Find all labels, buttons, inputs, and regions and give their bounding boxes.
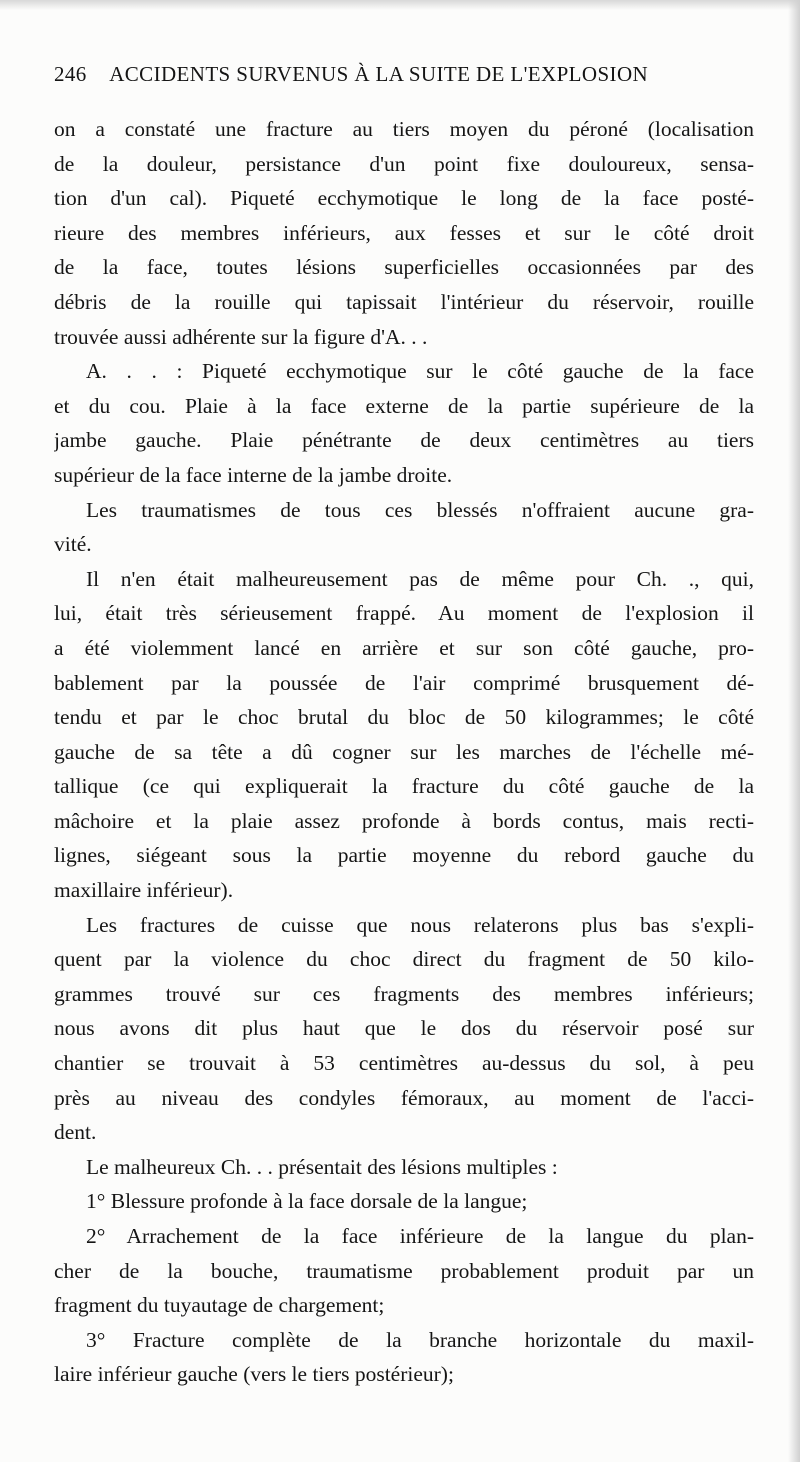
- text-line: Les traumatismes de tous ces blessés n'offraient aucune gra-: [86, 497, 754, 522]
- text-line: trouvée aussi adhérente sur la figure d'A. . .: [54, 324, 428, 349]
- text-line: lui, était très sérieusement frappé. Au moment de l'explosion il: [54, 601, 754, 626]
- text-line: grammes trouvé sur ces fragments des membres inférieurs;: [54, 981, 754, 1006]
- text-line: A. . . : Piqueté ecchymotique sur le côté gauche de la face: [86, 359, 754, 384]
- text-line: tion d'un cal). Piqueté ecchymotique le long de la face posté-: [54, 186, 754, 211]
- text-line: de la douleur, persistance d'un point fixe douloureux, sensa-: [54, 151, 754, 176]
- page-number: 246: [54, 62, 87, 86]
- text-line: Il n'en était malheureusement pas de même pour Ch. ., qui,: [86, 566, 754, 591]
- text-line: et du cou. Plaie à la face externe de la partie supérieure de la: [54, 393, 754, 418]
- text-line: supérieur de la face interne de la jambe droite.: [54, 462, 453, 487]
- text-line: dent.: [54, 1120, 97, 1145]
- text-line: près au niveau des condyles fémoraux, au moment de l'acci-: [54, 1085, 754, 1110]
- text-line: chantier se trouvait à 53 centimètres au-dessus du sol, à peu: [54, 1051, 754, 1076]
- text-line: de la face, toutes lésions superficielles occasionnées par des: [54, 255, 754, 280]
- text-line: 2° Arrachement de la face inférieure de la langue du plan-: [86, 1224, 754, 1248]
- text-line: vité.: [54, 532, 92, 557]
- text-line: rieure des membres inférieurs, aux fesses et sur le côté droit: [54, 220, 754, 245]
- text-line: laire inférieur gauche (vers le tiers postérieur);: [54, 1362, 454, 1387]
- text-line: maxillaire inférieur).: [54, 878, 234, 903]
- text-line: 1° Blessure profonde à la face dorsale de la langue;: [86, 1189, 528, 1214]
- text-line: jambe gauche. Plaie pénétrante de deux centimètres au tiers: [54, 428, 754, 453]
- text-line: mâchoire et la plaie assez profonde à bords contus, mais recti-: [54, 808, 754, 833]
- text-line: on a constaté une fracture au tiers moyen du péroné (localisation: [54, 117, 754, 141]
- text-line: fragment du tuyautage de chargement;: [54, 1293, 385, 1318]
- text-line: tallique (ce qui expliquerait la fracture du côté gauche de la: [54, 774, 754, 799]
- text-line: bablement par la poussée de l'air comprimé brusquement dé-: [54, 670, 754, 695]
- page-right-shadow: [788, 0, 800, 1462]
- text-line: Les fractures de cuisse que nous relaterons plus bas s'expli-: [86, 912, 754, 937]
- text-line: nous avons dit plus haut que le dos du réservoir posé sur: [54, 1016, 754, 1041]
- text-line: Le malheureux Ch. . . présentait des lésions multiples :: [86, 1154, 558, 1179]
- text-line: cher de la bouche, traumatisme probablement produit par un: [54, 1258, 754, 1283]
- text-line: gauche de sa tête a dû cogner sur les marches de l'échelle mé-: [54, 739, 754, 764]
- running-title: ACCIDENTS SURVENUS À LA SUITE DE L'EXPLOSION: [109, 62, 649, 86]
- text-line: lignes, siégeant sous la partie moyenne du rebord gauche du: [54, 843, 754, 868]
- text-line: a été violemment lancé en arrière et sur son côté gauche, pro-: [54, 635, 754, 660]
- text-line: tendu et par le choc brutal du bloc de 50 kilogrammes; le côté: [54, 705, 754, 730]
- text-line: débris de la rouille qui tapissait l'intérieur du réservoir, rouille: [54, 289, 754, 314]
- text-line: quent par la violence du choc direct du fragment de 50 kilo-: [54, 947, 754, 972]
- page-top-shadow: [0, 0, 800, 10]
- running-header: [54, 62, 754, 87]
- text-line: 3° Fracture complète de la branche horizontale du maxil-: [86, 1327, 754, 1352]
- body-text: [54, 112, 754, 1392]
